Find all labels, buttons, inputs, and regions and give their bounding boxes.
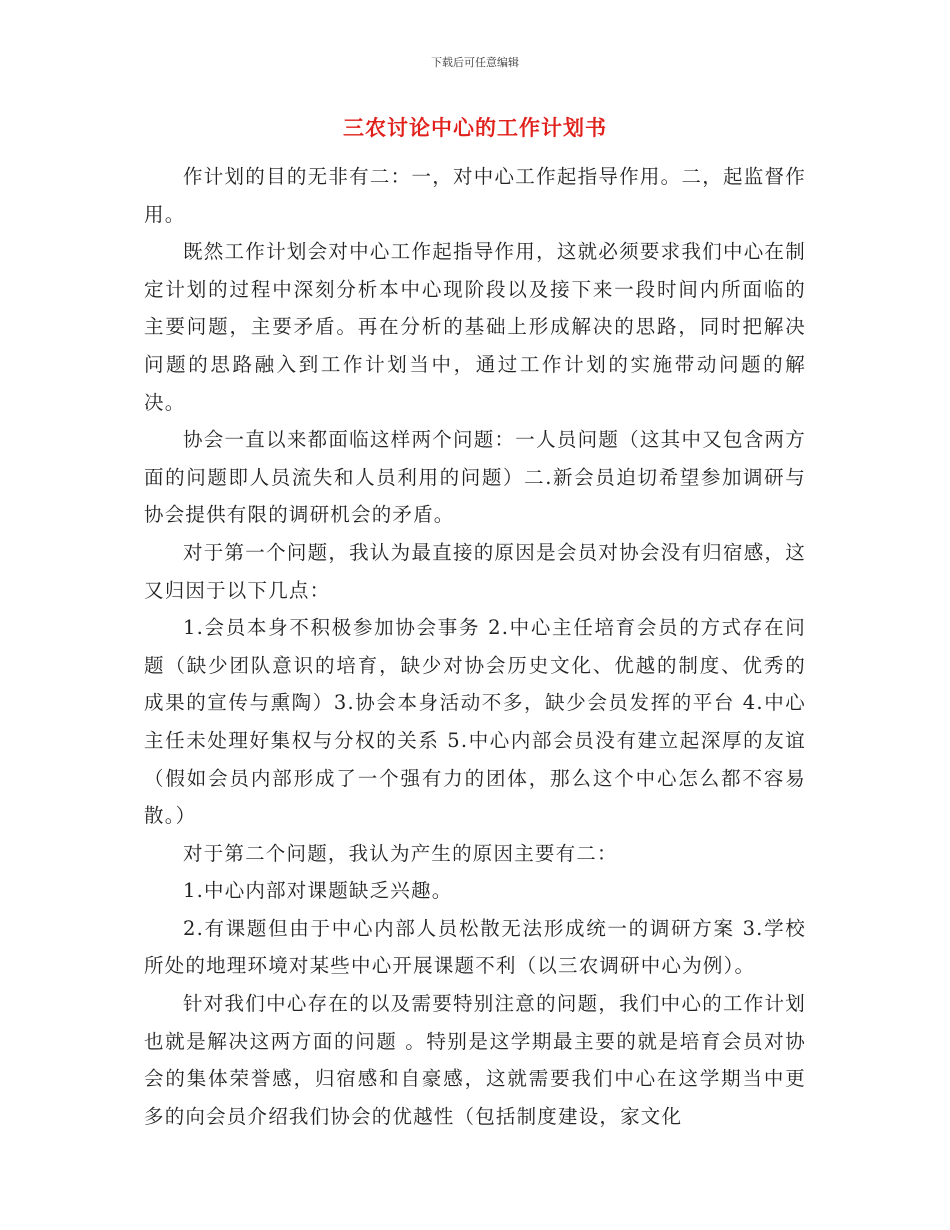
- paragraph: 对于第二个问题，我认为产生的原因主要有二：: [183, 841, 618, 865]
- paragraph: 1.中心内部对课题缺乏兴趣。: [183, 879, 453, 903]
- header-note: 下载后可任意编辑: [431, 56, 519, 69]
- paragraph: 协会一直以来都面临这样两个问题：一人员问题（这其中又包含两方面的问题即人员流失和人员利用的问题）二.新会员迫切希望参加调研与协会提供有限的调研机会的矛盾。: [144, 428, 806, 527]
- document-body: [144, 158, 806, 1135]
- paragraph: 针对我们中心存在的以及需要特别注意的问题，我们中心的工作计划也就是解决这两方面的问题 。特别是这学期最主要的就是培育会员对协会的集体荣誉感，归宿感和自豪感，这就需要我们中心在这学期当中更多的向会员介绍我们协会的优越性（包括制度建设，家文化: [144, 992, 806, 1128]
- paragraph: 2.有课题但由于中心内部人员松散无法形成统一的调研方案 3.学校所处的地理环境对某些中心开展课题不利（以三农调研中心为例）。: [144, 916, 806, 978]
- paragraph: 作计划的目的无非有二：一，对中心工作起指导作用。二，起监督作用。: [144, 165, 806, 226]
- document-title: 三农讨论中心的工作计划书: [343, 116, 607, 140]
- paragraph: 对于第一个问题，我认为最直接的原因是会员对协会没有归宿感，这又归因于以下几点：: [144, 540, 806, 602]
- paragraph: 1.会员本身不积极参加协会事务 2.中心主任培育会员的方式存在问题（缺少团队意识的培育，缺少对协会历史文化、优越的制度、优秀的成果的宣传与熏陶）3.协会本身活动不多，缺少会员发挥的平台 4.中心主任未处理好集权与分权的关系 5.中心内部会员没有建立起深厚的友谊（假如会员内部形成了一个强有力的团体，那么这个中心怎么都不容易散。）: [144, 616, 806, 828]
- paragraph: 既然工作计划会对中心工作起指导作用，这就必须要求我们中心在制定计划的过程中深刻分析本中心现阶段以及接下来一段时间内所面临的主要问题，主要矛盾。再在分析的基础上形成解决的思路，同时把解决问题的思路融入到工作计划当中，通过工作计划的实施带动问题的解决。: [144, 240, 806, 414]
